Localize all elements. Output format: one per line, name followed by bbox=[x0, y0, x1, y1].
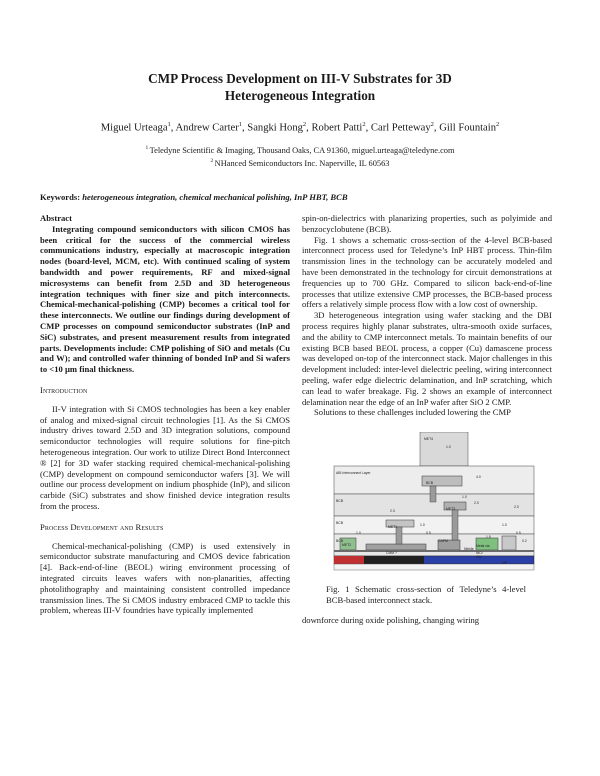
figure-label: 0.5 bbox=[426, 531, 431, 536]
affiliation-mark: 2 bbox=[210, 158, 215, 165]
nitride-layer bbox=[334, 550, 534, 552]
figure-label: 2.0 bbox=[474, 501, 479, 506]
figure-label: BCB bbox=[426, 481, 433, 486]
figure-label: Nitride bbox=[464, 547, 474, 552]
right-column bbox=[302, 213, 552, 626]
figure-label: 2.0 bbox=[514, 505, 519, 510]
abstract-heading: Abstract bbox=[40, 213, 72, 223]
figure-label: 0.2 bbox=[522, 539, 527, 544]
author-name: Robert Patti bbox=[311, 122, 363, 134]
author-affiliation-mark: 2 bbox=[302, 121, 307, 128]
affiliation-mark: 1 bbox=[145, 145, 150, 151]
figure-label: 2.3 bbox=[390, 509, 395, 514]
left-column bbox=[40, 213, 290, 616]
keywords-line bbox=[40, 192, 560, 203]
figure-label: SiN bbox=[476, 555, 482, 560]
affiliation-line bbox=[60, 143, 540, 156]
author-affiliation-mark: 2 bbox=[496, 121, 500, 128]
author-affiliation-mark: 2 bbox=[362, 121, 366, 128]
process-heading: Process Development and Results bbox=[40, 521, 164, 532]
abstract-body: Integrating compound semiconductors with silicon CMOS has been critical for the success of the commercial wireless communications industry, especially at macroscopic integration nodes (board-level, MCM, etc). With continued scaling of system bandwidth and power requirements, RF and mixed-signal microsystems can benefit from 2.5D and 3D heterogeneous integration techniques with finer size and pitch interconnects. Chemical-mechanical-polishing (CMP) becomes a critical tool for these interconnects. We outline our findings during development of CMP processes on compound semiconductor substrates (InP and SiC) substrates, and present measurement results from integrated parts. Developments include: CMP polishing of SiO and metals (Cu and W); and controlled wafer thinning of bonded InP and Si wafers to <10 µm final thickness. bbox=[40, 223, 290, 375]
via-stack bbox=[502, 536, 516, 550]
author-affiliation-mark: 2 bbox=[430, 121, 434, 128]
right-paragraph-3: 3D heterogeneous integration using wafer stacking and the DBI process requires highly planar substrates, ultra-smooth oxide surfaces, and the ability to CMP interconnect metals. To maintain benefits of our existing BCB based BEOL process, a copper (Cu) damascene process was developed on-top of the interconnect stack. Major challenges in this development included: inter-level dielectric peeling, wiring interconnect peeling, wafer edge dielectric delamination, and InP scratching, which can lead to wafer breakage. Fig. 2 shows an example of interconnect delamination near the edge of an InP wafer after SiO 2 CMP. bbox=[302, 310, 552, 407]
author-affiliation-mark: 1 bbox=[167, 121, 171, 128]
affiliations bbox=[60, 143, 540, 170]
figure-label: CAPM bbox=[438, 539, 448, 544]
title-line-1: CMP Process Development on III-V Substrates for 3D bbox=[148, 71, 452, 86]
intro-heading: Introduction bbox=[40, 384, 88, 395]
affiliation-line bbox=[60, 156, 540, 169]
affiliation-text: Teledyne Scientific & Imaging, Thousand Oaks, CA 91360, miguel.urteaga@teledyne.com bbox=[149, 145, 455, 155]
right-paragraph-2: Fig. 1 shows a schematic cross-section of the 4-level BCB-based interconnect process used for Teledyne’s InP HBT process. Thin-film transmission lines in the technology can be accurately modeled and have been demonstrated in the technology for circuit demonstrations at frequencies up to 700 GHz. Compared to silicon back-end-of-line processes that utilize extensive CMP processes, the BCB-based process offers a relatively simple process flow with a low cost of ownership. bbox=[302, 234, 552, 310]
title-line-2: Heterogeneous Integration bbox=[224, 88, 376, 103]
figure-label: 1.0 bbox=[420, 523, 425, 528]
intro-body: II-V integration with Si CMOS technologies has been a key enabler of analog and mixed-signal circuit technologies [1]. As the Si CMOS industry drives toward 2.5D and 3D integration solutions, compound semiconductor technologies will require solutions for fine-pitch heterogeneous integration. Our work to utilize Direct Bond Interconnect ® [2] for 3D wafer stacking required chemical-mechanical-polishing (CMP) development on compound semiconductor wafers [3]. We will outline our process development on indium phosphide (InP), and silicon carbide (SiC) substrates and show finished device integration results from the process. bbox=[40, 403, 290, 511]
figure-label: 1.0 bbox=[356, 531, 361, 536]
substrate-red-segment bbox=[334, 556, 364, 564]
figure-1-cross-section bbox=[326, 432, 546, 572]
figure-label: CMM ? bbox=[386, 551, 397, 556]
author-name: Miguel Urteaga bbox=[100, 122, 168, 134]
process-body: Chemical-mechanical-polishing (CMP) is used extensively in semiconductor substrate manufacturing and CMOS device fabrication [4]. Back-end-of-line (BEOL) wiring environment processing of integrated circuits leaves wafers with non-planarities, affecting photolithography and maintaining consistent controlled impedance transmission lines. The Si CMOS industry embraced CMP to tackle this problem, whereas III-V foundries have typically implemented bbox=[40, 540, 290, 616]
figure-label: 1.0 bbox=[502, 523, 507, 528]
author-name: Gill Fountain bbox=[439, 122, 496, 134]
affiliation-text: NHanced Semiconductors Inc. Naperville, IL 60563 bbox=[214, 159, 390, 169]
figure-label: MET3 bbox=[446, 507, 456, 512]
figure-label: Metal via bbox=[476, 544, 490, 549]
author-name: Sangki Hong bbox=[247, 122, 303, 134]
figure-label: MET1 bbox=[388, 525, 398, 530]
figure-label: MET2 bbox=[342, 543, 352, 548]
figure-label: MET4 bbox=[424, 437, 434, 442]
figure-label: BCB bbox=[336, 539, 343, 544]
figure-label: 4.0 bbox=[476, 475, 481, 480]
right-tail-text: downforce during oxide polishing, changing wiring bbox=[302, 615, 480, 626]
author-name: Andrew Carter bbox=[175, 122, 239, 134]
keywords-text: heterogeneous integration, chemical mechanical polishing, InP HBT, BCB bbox=[82, 192, 348, 202]
figure-label: 1.5 bbox=[486, 535, 491, 540]
paper-title bbox=[60, 70, 540, 104]
right-paragraph-4: Solutions to these challenges included lowering the CMP bbox=[314, 407, 511, 418]
figure-label: InP bbox=[502, 561, 508, 566]
figure-1-caption: Fig. 1 Schematic cross-section of Teledyne’s 4-level BCB-based interconnect stack. bbox=[326, 584, 526, 606]
cross-section-diagram bbox=[326, 432, 546, 572]
figure-label: 0.5 bbox=[516, 531, 521, 536]
figure-label: NiCr bbox=[476, 551, 483, 556]
figure-label: BCB bbox=[336, 499, 343, 504]
author-name: Carl Petteway bbox=[370, 122, 431, 134]
author-affiliation-mark: 1 bbox=[238, 121, 242, 128]
figure-label: BCB bbox=[336, 521, 343, 526]
keywords-label: Keywords: bbox=[40, 192, 81, 202]
figure-label: ABI Interconnect Layer bbox=[336, 471, 371, 476]
figure-label: 1.0 bbox=[446, 445, 451, 450]
right-paragraph-1: spin-on-dielectrics with planarizing properties, such as polyimide and benzocyclobutene (BCB). bbox=[302, 213, 552, 234]
figure-label: 1.0 bbox=[462, 495, 467, 500]
author-list: Miguel Urteaga$^1$, Andrew Carter$^1$, Sangki Hong$^2$, Robert Patti$^2$, Carl Petteway$^2$, Gill Fountain$^2$ bbox=[100, 121, 500, 134]
